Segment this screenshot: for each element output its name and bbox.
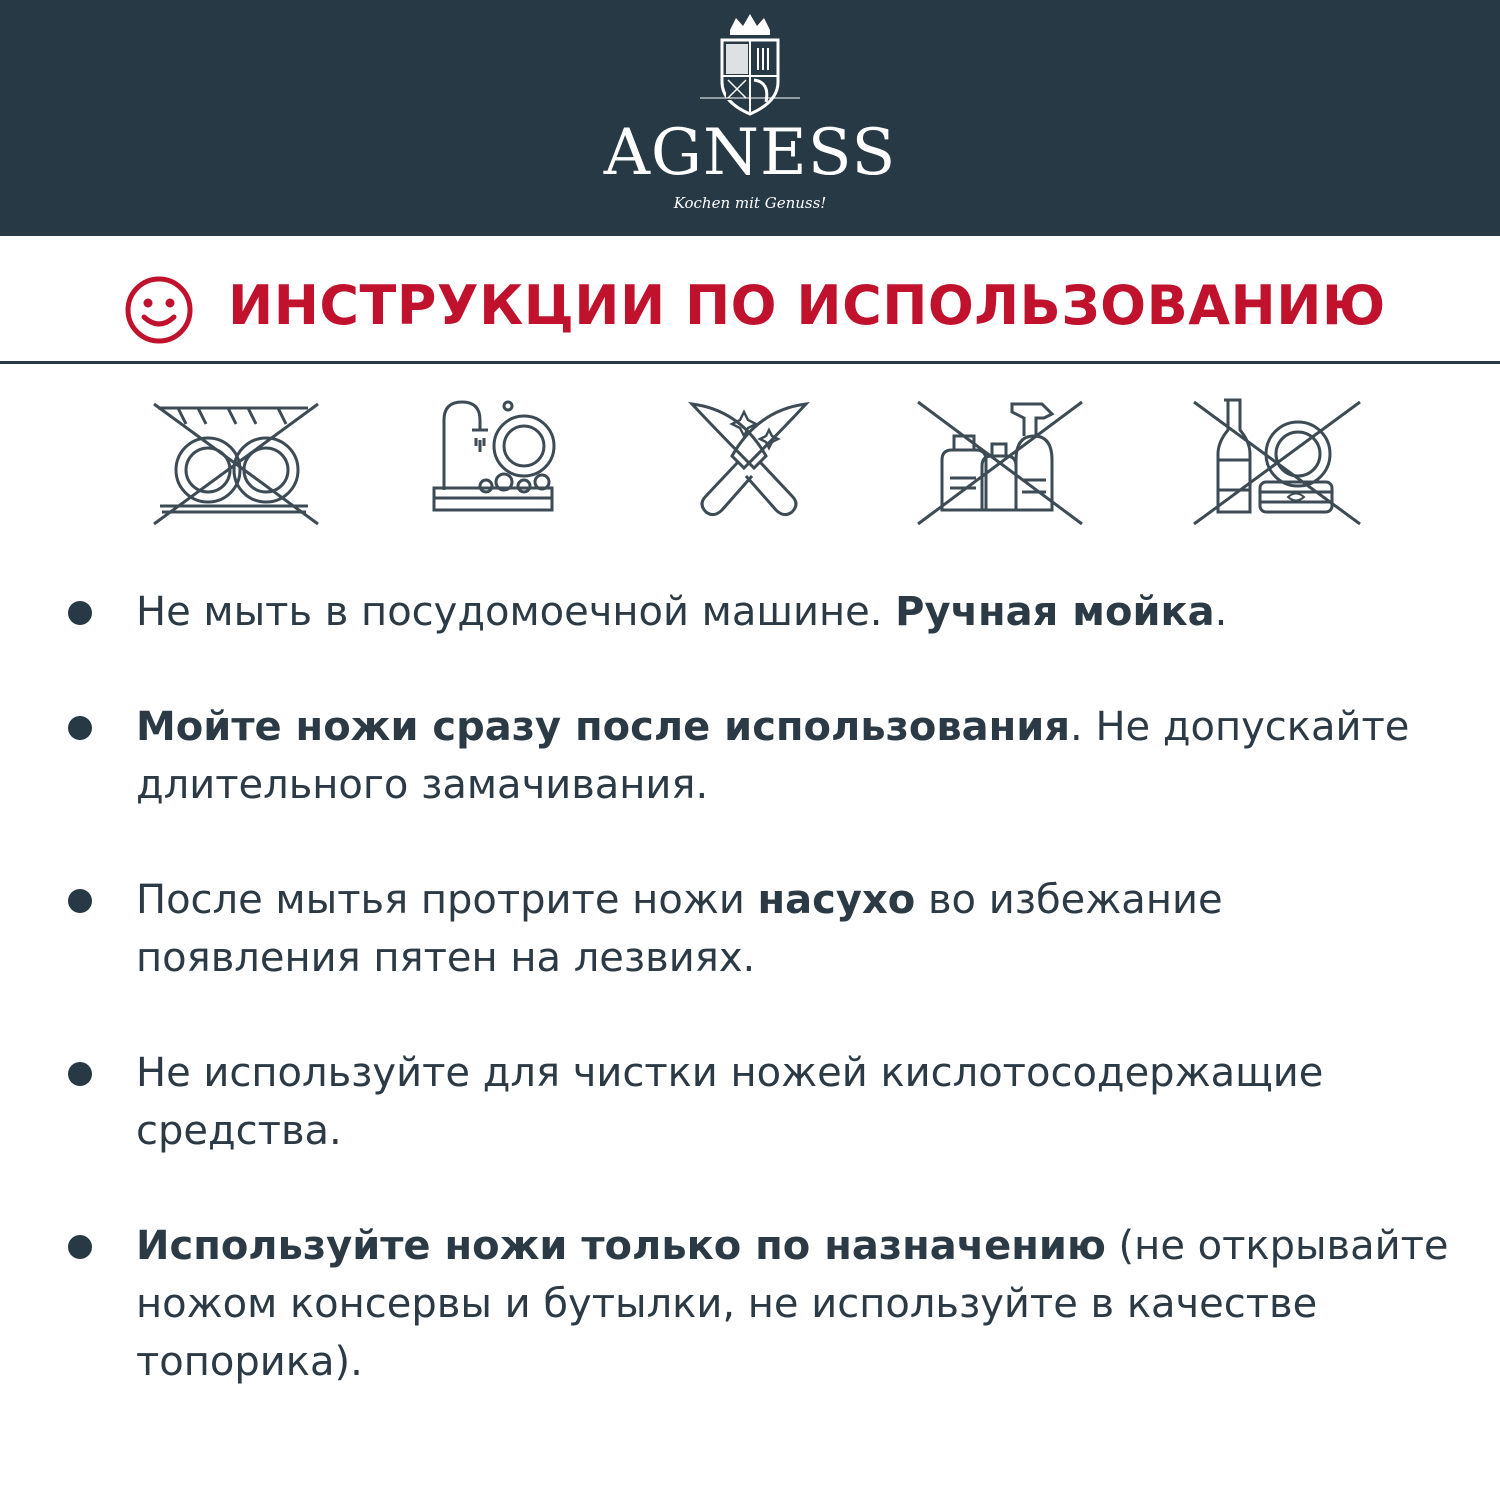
section-title-row	[0, 260, 1500, 350]
instruction-text: После мытья протрите ножи насухо во избежание	[136, 877, 1223, 923]
bullet-dot	[68, 1235, 92, 1259]
header-banner	[0, 0, 1500, 236]
instruction-text: Не используйте для чистки ножей кислотосодержащие	[136, 1050, 1324, 1096]
no-chemicals-icon	[912, 390, 1092, 530]
care-icons-row	[0, 380, 1500, 530]
bullet-dot	[68, 1062, 92, 1086]
instruction-text-line2: ножом консервы и бутылки, не используйте в качестве	[136, 1281, 1318, 1327]
bullet-dot	[68, 601, 92, 625]
instruction-text-line2: длительного замачивания.	[136, 762, 709, 808]
bullet-dot	[68, 716, 92, 740]
instruction-text: Не мыть в посудомоечной машине. Ручная мойка.	[136, 589, 1228, 635]
crest-icon	[600, 10, 900, 120]
brand-name: AGNESS	[603, 116, 897, 190]
no-bottles-cans-icon	[1188, 390, 1368, 530]
brand-tagline: Kochen mit Genuss!	[673, 194, 827, 212]
instruction-text: Мойте ножи сразу после использования. Не допускайте	[136, 704, 1410, 750]
hand-wash-sink-icon	[424, 390, 604, 530]
instruction-text: Используйте ножи только по назначению (не открывайте	[136, 1223, 1449, 1269]
instruction-text-line3: топорика).	[136, 1339, 363, 1385]
smiley-icon	[124, 275, 194, 345]
bullet-dot	[68, 889, 92, 913]
instruction-text-line2: средства.	[136, 1108, 342, 1154]
instruction-text-line2: появления пятен на лезвиях.	[136, 935, 756, 981]
page-title: ИНСТРУКЦИИ ПО ИСПОЛЬЗОВАНИЮ	[228, 274, 1386, 337]
no-dishwasher-icon	[148, 390, 328, 530]
brand-logo	[600, 10, 900, 230]
crossed-knives-icon	[680, 390, 860, 530]
section-divider	[0, 361, 1500, 364]
